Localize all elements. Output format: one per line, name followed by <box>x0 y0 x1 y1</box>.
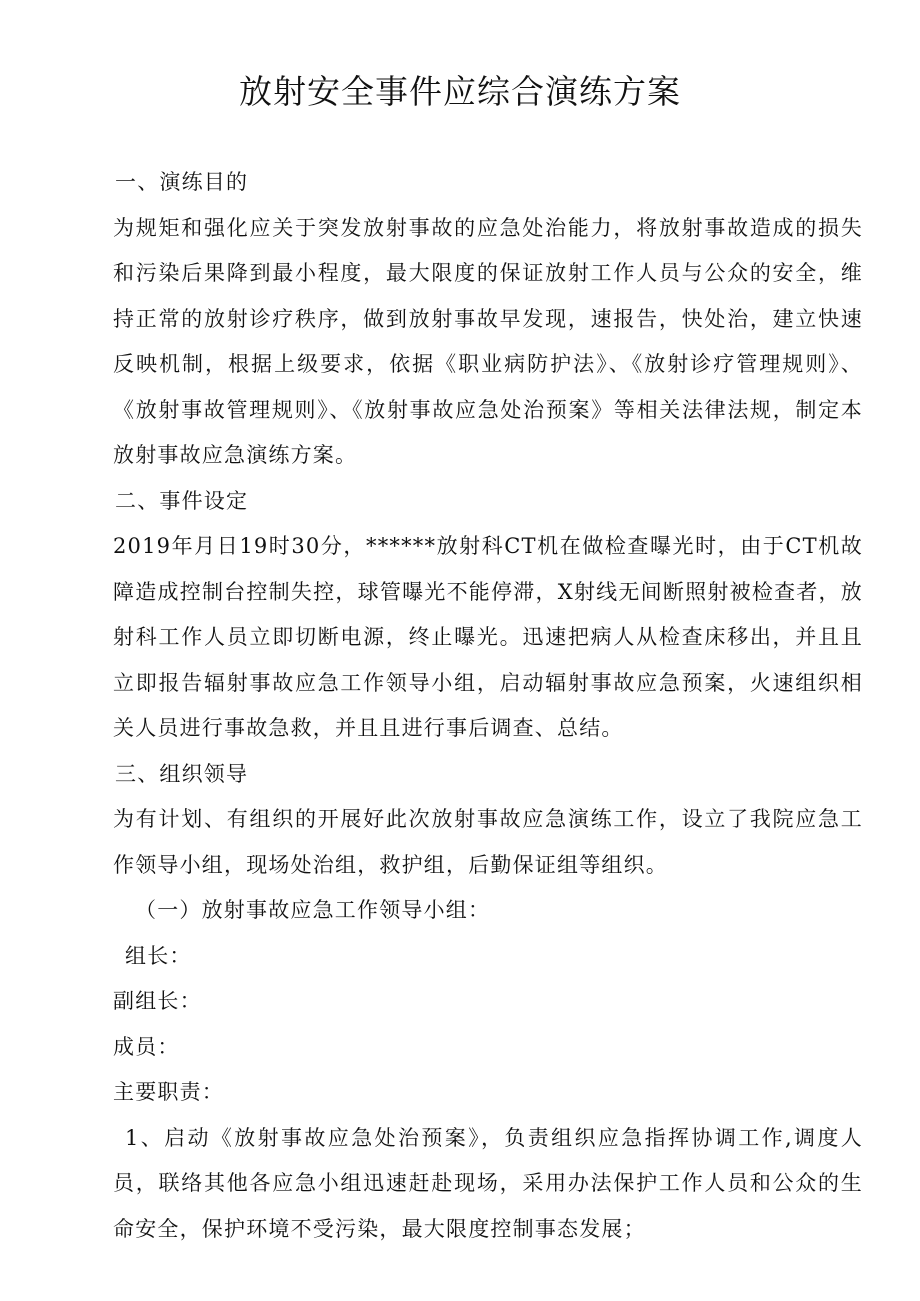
section-heading-purpose: 一、演练目的 <box>115 170 249 194</box>
paragraph-scenario: 2019年月日19时30分，******放射科CT机在做检查曝光时，由于CT机故障造成控制台控制失控，球管曝光不能停滞，X射线无间断照射被检查者，放射科工作人员立即切断电源，终止曝光。迅速把病人从检查床移出，并且且立即报告辐射事故应急工作领导小组，启动辐射事故应急预案，火速组织相关人员进行事故急救，并且且进行事后调查、总结。 <box>113 534 863 740</box>
subsection-heading-leadership-group: （一）放射事故应急工作领导小组： <box>135 898 491 922</box>
document-title: 放射安全事件应综合演练方案 <box>239 72 681 111</box>
paragraph-organization: 为有计划、有组织的开展好此次放射事故应急演练工作，设立了我院应急工作领导小组，现场处治组，救护组，后勤保证组等组织。 <box>113 807 863 877</box>
role-leader: 组长： <box>125 943 192 968</box>
document-body <box>113 160 863 1252</box>
duty-item-1: 1、启动《放射事故应急处治预案》，负责组织应急指挥协调工作,调度人员，联络其他各应急小组迅速赶赴现场，采用办法保护工作人员和公众的生命安全，保护环境不受污染，最大限度控制事态发展； <box>113 1125 863 1241</box>
paragraph-purpose: 为规矩和强化应关于突发放射事故的应急处治能力，将放射事故造成的损失和污染后果降到最小程度，最大限度的保证放射工作人员与公众的安全，维持正常的放射诊疗秩序，做到放射事故早发现，速报告，快处治，建立快速反映机制，根据上级要求，依据《职业病防护法》、《放射诊疗管理规则》、《放射事故管理规则》、《放射事故应急处治预案》等相关法律法规，制定本放射事故应急演练方案。 <box>113 215 863 467</box>
section-heading-scenario: 二、事件设定 <box>115 488 249 513</box>
section-heading-organization: 三、组织领导 <box>115 761 249 786</box>
role-vice-leader: 副组长： <box>113 989 202 1013</box>
role-members: 成员： <box>113 1034 180 1059</box>
duties-heading: 主要职责： <box>113 1080 224 1104</box>
